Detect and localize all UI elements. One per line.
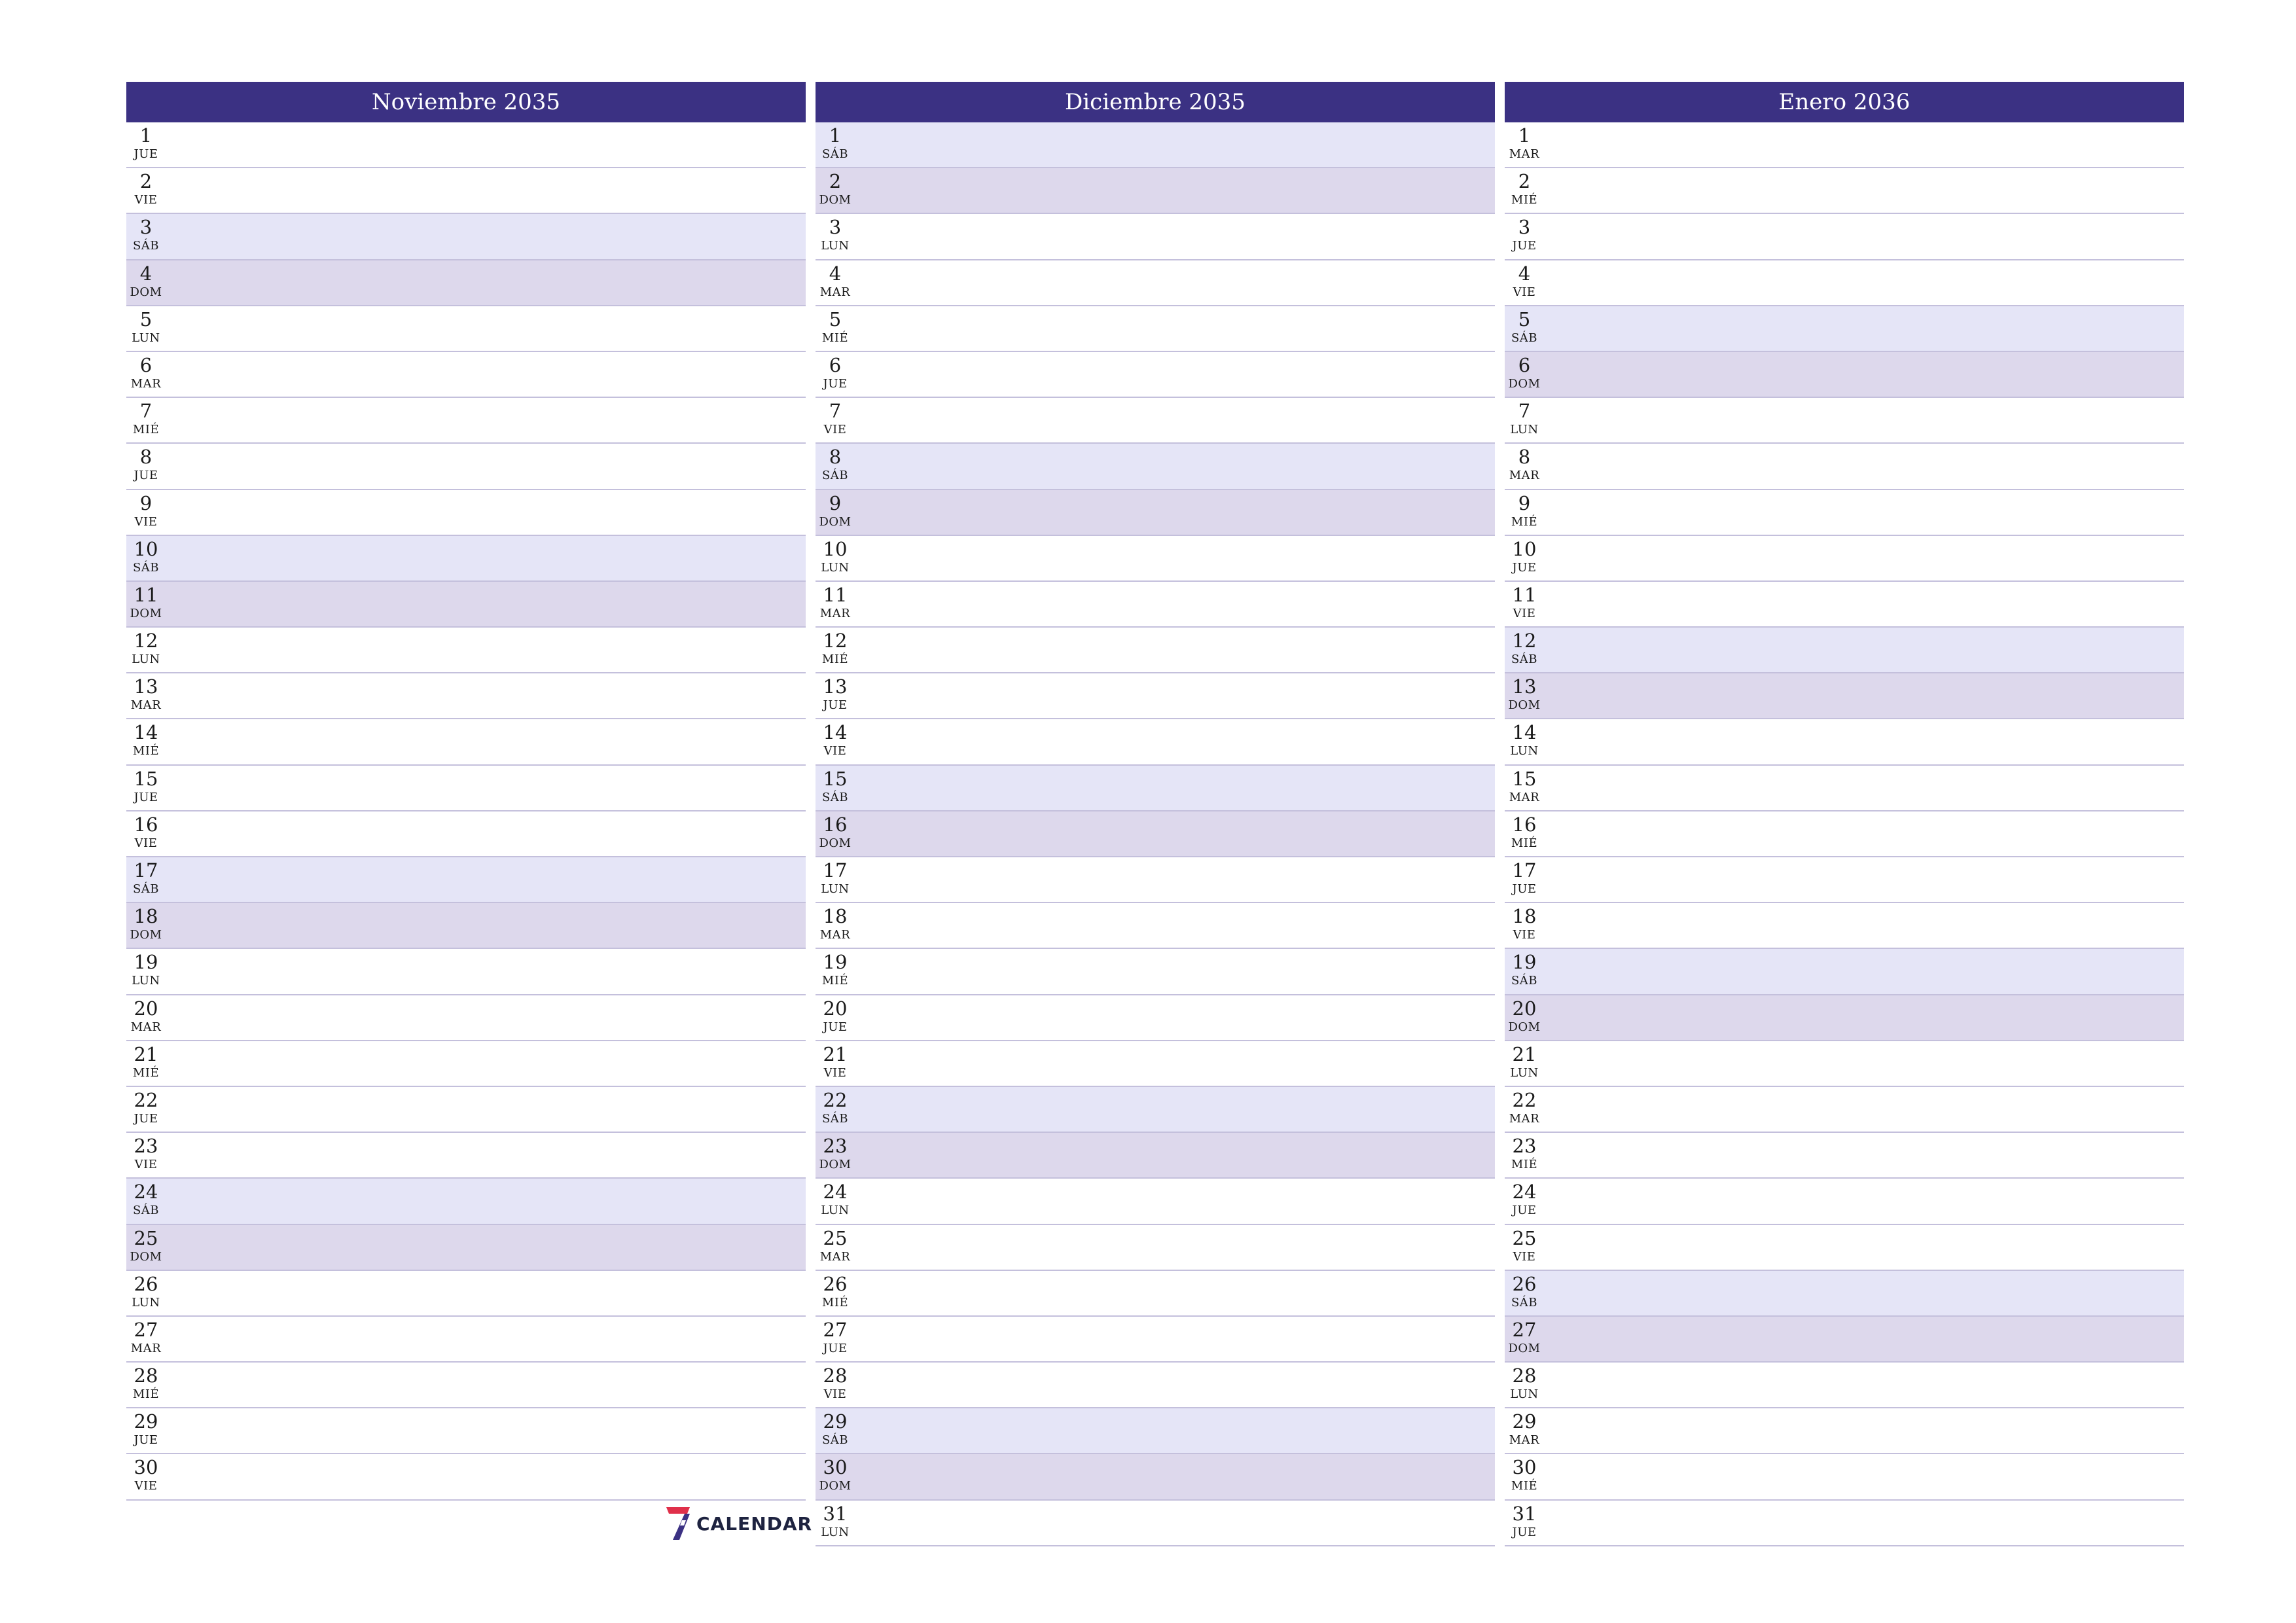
- day-name: LUN: [821, 560, 850, 575]
- day-name: MIÉ: [821, 1295, 849, 1310]
- day-number: 21: [134, 1043, 158, 1065]
- day-name: JUE: [823, 376, 848, 391]
- day-name: LUN: [132, 1295, 160, 1310]
- day-number: 24: [1512, 1181, 1537, 1204]
- day-name: SÁB: [821, 469, 849, 483]
- day-number: 16: [134, 813, 158, 836]
- day-number: 21: [1512, 1043, 1537, 1065]
- day-number: 12: [823, 630, 848, 652]
- day-row: [816, 1271, 1495, 1317]
- day-row: [1505, 214, 2184, 260]
- day-number: 25: [823, 1226, 848, 1249]
- day-number: 8: [829, 446, 842, 469]
- day-row: [1505, 1271, 2184, 1317]
- day-name: MIÉ: [821, 652, 849, 667]
- day-number: 17: [134, 859, 158, 882]
- day-name: JUE: [134, 147, 158, 161]
- day-number: 26: [1512, 1272, 1537, 1295]
- day-name: SÁB: [132, 882, 160, 896]
- day-row: [126, 1363, 806, 1408]
- day-row: [1505, 352, 2184, 398]
- day-name: MIÉ: [1511, 1158, 1538, 1172]
- day-number: 13: [134, 675, 158, 698]
- day-name: VIE: [134, 1158, 158, 1172]
- day-row: [126, 1454, 806, 1500]
- day-number: 1: [1518, 124, 1531, 147]
- day-number: 4: [829, 262, 842, 285]
- day-number: 4: [139, 262, 152, 285]
- month-title: Enero 2036: [1505, 82, 2184, 122]
- day-row: [816, 352, 1495, 398]
- day-name: MAR: [819, 606, 851, 620]
- day-number: 6: [829, 353, 842, 376]
- day-row: [1505, 719, 2184, 765]
- day-row: [1505, 398, 2184, 444]
- day-row: [816, 398, 1495, 444]
- day-row: [1505, 995, 2184, 1041]
- day-row: [816, 168, 1495, 214]
- day-row: [1505, 628, 2184, 673]
- day-name: VIE: [823, 744, 847, 758]
- day-name: JUE: [1512, 882, 1537, 896]
- day-row: [816, 1317, 1495, 1363]
- day-row: [1505, 1133, 2184, 1179]
- day-row: [816, 1225, 1495, 1271]
- day-list: [126, 122, 806, 1501]
- day-name: LUN: [132, 330, 160, 345]
- day-name: MAR: [819, 1249, 851, 1264]
- day-name: DOM: [130, 1249, 162, 1264]
- calendar-months: [126, 82, 2184, 1546]
- day-name: VIE: [134, 193, 158, 207]
- day-number: 10: [823, 537, 848, 560]
- day-number: 10: [134, 537, 158, 560]
- month-column: [126, 82, 806, 1546]
- day-number: 6: [139, 353, 152, 376]
- day-name: DOM: [1508, 698, 1541, 713]
- day-name: JUE: [823, 1020, 848, 1034]
- day-number: 7: [1518, 400, 1531, 423]
- day-row: [1505, 582, 2184, 628]
- day-number: 17: [1512, 859, 1537, 882]
- day-number: 18: [823, 905, 848, 928]
- day-row: [126, 260, 806, 306]
- day-row: [816, 766, 1495, 812]
- day-row: [126, 398, 806, 444]
- day-number: 19: [1512, 951, 1537, 974]
- day-row: [126, 995, 806, 1041]
- day-number: 11: [823, 583, 848, 606]
- day-row: [1505, 444, 2184, 490]
- day-number: 22: [134, 1088, 158, 1111]
- day-row: [126, 766, 806, 812]
- day-name: DOM: [819, 193, 852, 207]
- day-row: [816, 949, 1495, 995]
- day-number: 31: [823, 1502, 848, 1525]
- day-number: 27: [134, 1318, 158, 1341]
- day-row: [1505, 1225, 2184, 1271]
- day-list: [816, 122, 1495, 1546]
- day-number: 23: [823, 1135, 848, 1158]
- day-number: 15: [134, 767, 158, 790]
- day-row: [816, 1454, 1495, 1500]
- day-name: VIE: [823, 1387, 847, 1402]
- day-number: 24: [823, 1181, 848, 1204]
- day-row: [1505, 1363, 2184, 1408]
- day-number: 8: [1518, 446, 1531, 469]
- day-name: MAR: [819, 285, 851, 299]
- day-number: 9: [139, 491, 152, 514]
- month-title: Noviembre 2035: [126, 82, 806, 122]
- day-number: 4: [1518, 262, 1531, 285]
- day-number: 22: [1512, 1088, 1537, 1111]
- day-number: 19: [823, 951, 848, 974]
- day-number: 13: [1512, 675, 1537, 698]
- day-name: MIÉ: [821, 330, 849, 345]
- day-name: LUN: [821, 882, 850, 896]
- day-number: 25: [134, 1226, 158, 1249]
- day-number: 31: [1512, 1502, 1537, 1525]
- day-row: [816, 1133, 1495, 1179]
- day-number: 30: [823, 1456, 848, 1479]
- day-name: MAR: [130, 376, 162, 391]
- day-name: DOM: [819, 1479, 852, 1493]
- day-name: MAR: [1509, 469, 1540, 483]
- day-name: DOM: [130, 606, 162, 620]
- day-number: 11: [1512, 583, 1537, 606]
- day-row: [1505, 1041, 2184, 1087]
- day-name: SÁB: [821, 1111, 849, 1126]
- day-number: 18: [134, 905, 158, 928]
- day-row: [126, 1225, 806, 1271]
- day-row: [816, 628, 1495, 673]
- day-row: [816, 490, 1495, 536]
- day-name: VIE: [1513, 928, 1536, 942]
- day-name: JUE: [134, 1433, 158, 1448]
- day-number: 9: [1518, 491, 1531, 514]
- day-row: [1505, 1454, 2184, 1500]
- day-number: 29: [823, 1410, 848, 1433]
- day-name: JUE: [1512, 560, 1537, 575]
- month-column: [816, 82, 1495, 1546]
- day-row: [126, 1041, 806, 1087]
- day-number: 1: [829, 124, 842, 147]
- day-row: [816, 1087, 1495, 1133]
- day-name: LUN: [821, 239, 850, 253]
- day-name: MAR: [130, 1020, 162, 1034]
- logo-text: CALENDAR: [696, 1512, 813, 1535]
- day-number: 5: [139, 308, 152, 330]
- day-row: [126, 628, 806, 673]
- day-name: LUN: [132, 974, 160, 988]
- day-number: 7: [139, 400, 152, 423]
- day-name: LUN: [132, 652, 160, 667]
- day-row: [816, 857, 1495, 903]
- day-name: LUN: [1510, 423, 1539, 437]
- day-name: LUN: [821, 1525, 850, 1539]
- day-row: [1505, 673, 2184, 719]
- day-row: [126, 168, 806, 214]
- day-name: MAR: [1509, 790, 1540, 804]
- day-number: 30: [1512, 1456, 1537, 1479]
- day-row: [126, 536, 806, 582]
- day-name: VIE: [134, 514, 158, 529]
- day-row: [126, 122, 806, 168]
- day-number: 8: [139, 446, 152, 469]
- day-name: JUE: [134, 1111, 158, 1126]
- day-number: 24: [134, 1181, 158, 1204]
- day-row: [1505, 1317, 2184, 1363]
- day-name: MIÉ: [132, 423, 160, 437]
- day-number: 23: [1512, 1135, 1537, 1158]
- day-number: 23: [134, 1135, 158, 1158]
- day-name: MIÉ: [1511, 193, 1538, 207]
- day-number: 6: [1518, 353, 1531, 376]
- day-name: VIE: [1513, 606, 1536, 620]
- day-row: [1505, 1501, 2184, 1546]
- day-row: [816, 1363, 1495, 1408]
- day-number: 19: [134, 951, 158, 974]
- day-name: JUE: [134, 469, 158, 483]
- day-name: SÁB: [132, 239, 160, 253]
- day-name: DOM: [1508, 1341, 1541, 1355]
- day-number: 5: [829, 308, 842, 330]
- day-name: MAR: [130, 698, 162, 713]
- day-row: [126, 812, 806, 857]
- day-name: SÁB: [132, 1204, 160, 1218]
- day-name: SÁB: [821, 147, 849, 161]
- day-row: [1505, 1408, 2184, 1454]
- day-row: [816, 306, 1495, 352]
- day-row: [126, 490, 806, 536]
- day-number: 14: [134, 721, 158, 744]
- day-row: [1505, 949, 2184, 995]
- day-name: MIÉ: [1511, 1479, 1538, 1493]
- day-number: 26: [823, 1272, 848, 1295]
- day-row: [126, 582, 806, 628]
- day-row: [126, 1408, 806, 1454]
- day-number: 17: [823, 859, 848, 882]
- day-row: [126, 949, 806, 995]
- day-number: 28: [1512, 1364, 1537, 1387]
- day-name: SÁB: [1511, 330, 1538, 345]
- day-name: LUN: [1510, 744, 1539, 758]
- day-name: MIÉ: [132, 744, 160, 758]
- day-list: [1505, 122, 2184, 1546]
- day-row: [1505, 1087, 2184, 1133]
- day-number: 3: [139, 216, 152, 239]
- day-name: DOM: [819, 514, 852, 529]
- day-row: [816, 1179, 1495, 1224]
- day-name: VIE: [823, 1065, 847, 1080]
- day-name: LUN: [1510, 1065, 1539, 1080]
- day-name: SÁB: [1511, 974, 1538, 988]
- day-number: 22: [823, 1088, 848, 1111]
- day-row: [1505, 306, 2184, 352]
- day-row: [126, 1179, 806, 1224]
- day-name: SÁB: [821, 790, 849, 804]
- day-name: MIÉ: [132, 1387, 160, 1402]
- day-number: 29: [134, 1410, 158, 1433]
- day-name: VIE: [134, 1479, 158, 1493]
- day-number: 27: [1512, 1318, 1537, 1341]
- brand-logo: [665, 1505, 812, 1542]
- day-row: [816, 1408, 1495, 1454]
- day-row: [1505, 857, 2184, 903]
- month-title: Diciembre 2035: [816, 82, 1495, 122]
- day-row: [816, 1501, 1495, 1546]
- day-number: 14: [823, 721, 848, 744]
- day-number: 12: [1512, 630, 1537, 652]
- day-name: MAR: [1509, 147, 1540, 161]
- seven-logo-icon: [665, 1506, 691, 1541]
- day-row: [1505, 168, 2184, 214]
- day-row: [126, 673, 806, 719]
- day-row: [816, 122, 1495, 168]
- day-name: SÁB: [821, 1433, 849, 1448]
- day-name: MAR: [1509, 1111, 1540, 1126]
- day-name: MAR: [1509, 1433, 1540, 1448]
- day-name: MIÉ: [1511, 514, 1538, 529]
- month-column: [1505, 82, 2184, 1546]
- day-number: 3: [829, 216, 842, 239]
- day-number: 12: [134, 630, 158, 652]
- day-name: JUE: [134, 790, 158, 804]
- day-number: 1: [139, 124, 152, 147]
- day-row: [126, 857, 806, 903]
- day-row: [1505, 766, 2184, 812]
- day-row: [816, 719, 1495, 765]
- day-row: [816, 444, 1495, 490]
- day-row: [1505, 490, 2184, 536]
- day-row: [126, 903, 806, 949]
- day-number: 13: [823, 675, 848, 698]
- day-number: 3: [1518, 216, 1531, 239]
- day-number: 15: [1512, 767, 1537, 790]
- day-row: [816, 536, 1495, 582]
- day-number: 25: [1512, 1226, 1537, 1249]
- day-number: 11: [134, 583, 158, 606]
- day-name: MAR: [819, 928, 851, 942]
- day-number: 21: [823, 1043, 848, 1065]
- day-row: [816, 903, 1495, 949]
- day-row: [816, 812, 1495, 857]
- day-number: 10: [1512, 537, 1537, 560]
- day-number: 2: [139, 170, 152, 193]
- day-name: SÁB: [1511, 652, 1538, 667]
- day-name: SÁB: [132, 560, 160, 575]
- day-number: 20: [823, 997, 848, 1020]
- day-row: [1505, 122, 2184, 168]
- day-row: [1505, 536, 2184, 582]
- day-name: MIÉ: [132, 1065, 160, 1080]
- day-number: 2: [829, 170, 842, 193]
- day-number: 9: [829, 491, 842, 514]
- day-name: LUN: [1510, 1387, 1539, 1402]
- day-row: [816, 673, 1495, 719]
- day-row: [1505, 903, 2184, 949]
- day-number: 20: [1512, 997, 1537, 1020]
- day-number: 28: [134, 1364, 158, 1387]
- day-row: [1505, 260, 2184, 306]
- day-name: MIÉ: [821, 974, 849, 988]
- day-name: MIÉ: [1511, 836, 1538, 850]
- day-row: [126, 1087, 806, 1133]
- day-row: [816, 260, 1495, 306]
- day-name: VIE: [1513, 1249, 1536, 1264]
- day-number: 30: [134, 1456, 158, 1479]
- day-row: [1505, 812, 2184, 857]
- day-name: JUE: [1512, 1204, 1537, 1218]
- day-name: JUE: [823, 1341, 848, 1355]
- day-number: 2: [1518, 170, 1531, 193]
- day-number: 5: [1518, 308, 1531, 330]
- day-name: DOM: [819, 836, 852, 850]
- day-number: 28: [823, 1364, 848, 1387]
- day-name: JUE: [1512, 1525, 1537, 1539]
- day-number: 14: [1512, 721, 1537, 744]
- day-name: LUN: [821, 1204, 850, 1218]
- day-number: 29: [1512, 1410, 1537, 1433]
- day-row: [126, 352, 806, 398]
- day-name: JUE: [1512, 239, 1537, 253]
- day-number: 18: [1512, 905, 1537, 928]
- day-row: [816, 582, 1495, 628]
- day-name: SÁB: [1511, 1295, 1538, 1310]
- day-row: [126, 719, 806, 765]
- day-name: DOM: [1508, 1020, 1541, 1034]
- day-number: 16: [823, 813, 848, 836]
- day-number: 15: [823, 767, 848, 790]
- day-row: [126, 1133, 806, 1179]
- day-row: [816, 214, 1495, 260]
- day-name: DOM: [130, 928, 162, 942]
- day-row: [1505, 1179, 2184, 1224]
- day-number: 20: [134, 997, 158, 1020]
- day-row: [126, 214, 806, 260]
- day-name: DOM: [1508, 376, 1541, 391]
- day-number: 26: [134, 1272, 158, 1295]
- day-row: [126, 306, 806, 352]
- day-row: [816, 995, 1495, 1041]
- day-number: 7: [829, 400, 842, 423]
- day-number: 27: [823, 1318, 848, 1341]
- day-name: MAR: [130, 1341, 162, 1355]
- day-name: VIE: [823, 423, 847, 437]
- day-row: [126, 1317, 806, 1363]
- day-number: 16: [1512, 813, 1537, 836]
- day-name: VIE: [134, 836, 158, 850]
- day-name: JUE: [823, 698, 848, 713]
- day-name: DOM: [130, 285, 162, 299]
- day-name: DOM: [819, 1158, 852, 1172]
- day-row: [816, 1041, 1495, 1087]
- day-row: [126, 444, 806, 490]
- day-name: VIE: [1513, 285, 1536, 299]
- day-row: [126, 1271, 806, 1317]
